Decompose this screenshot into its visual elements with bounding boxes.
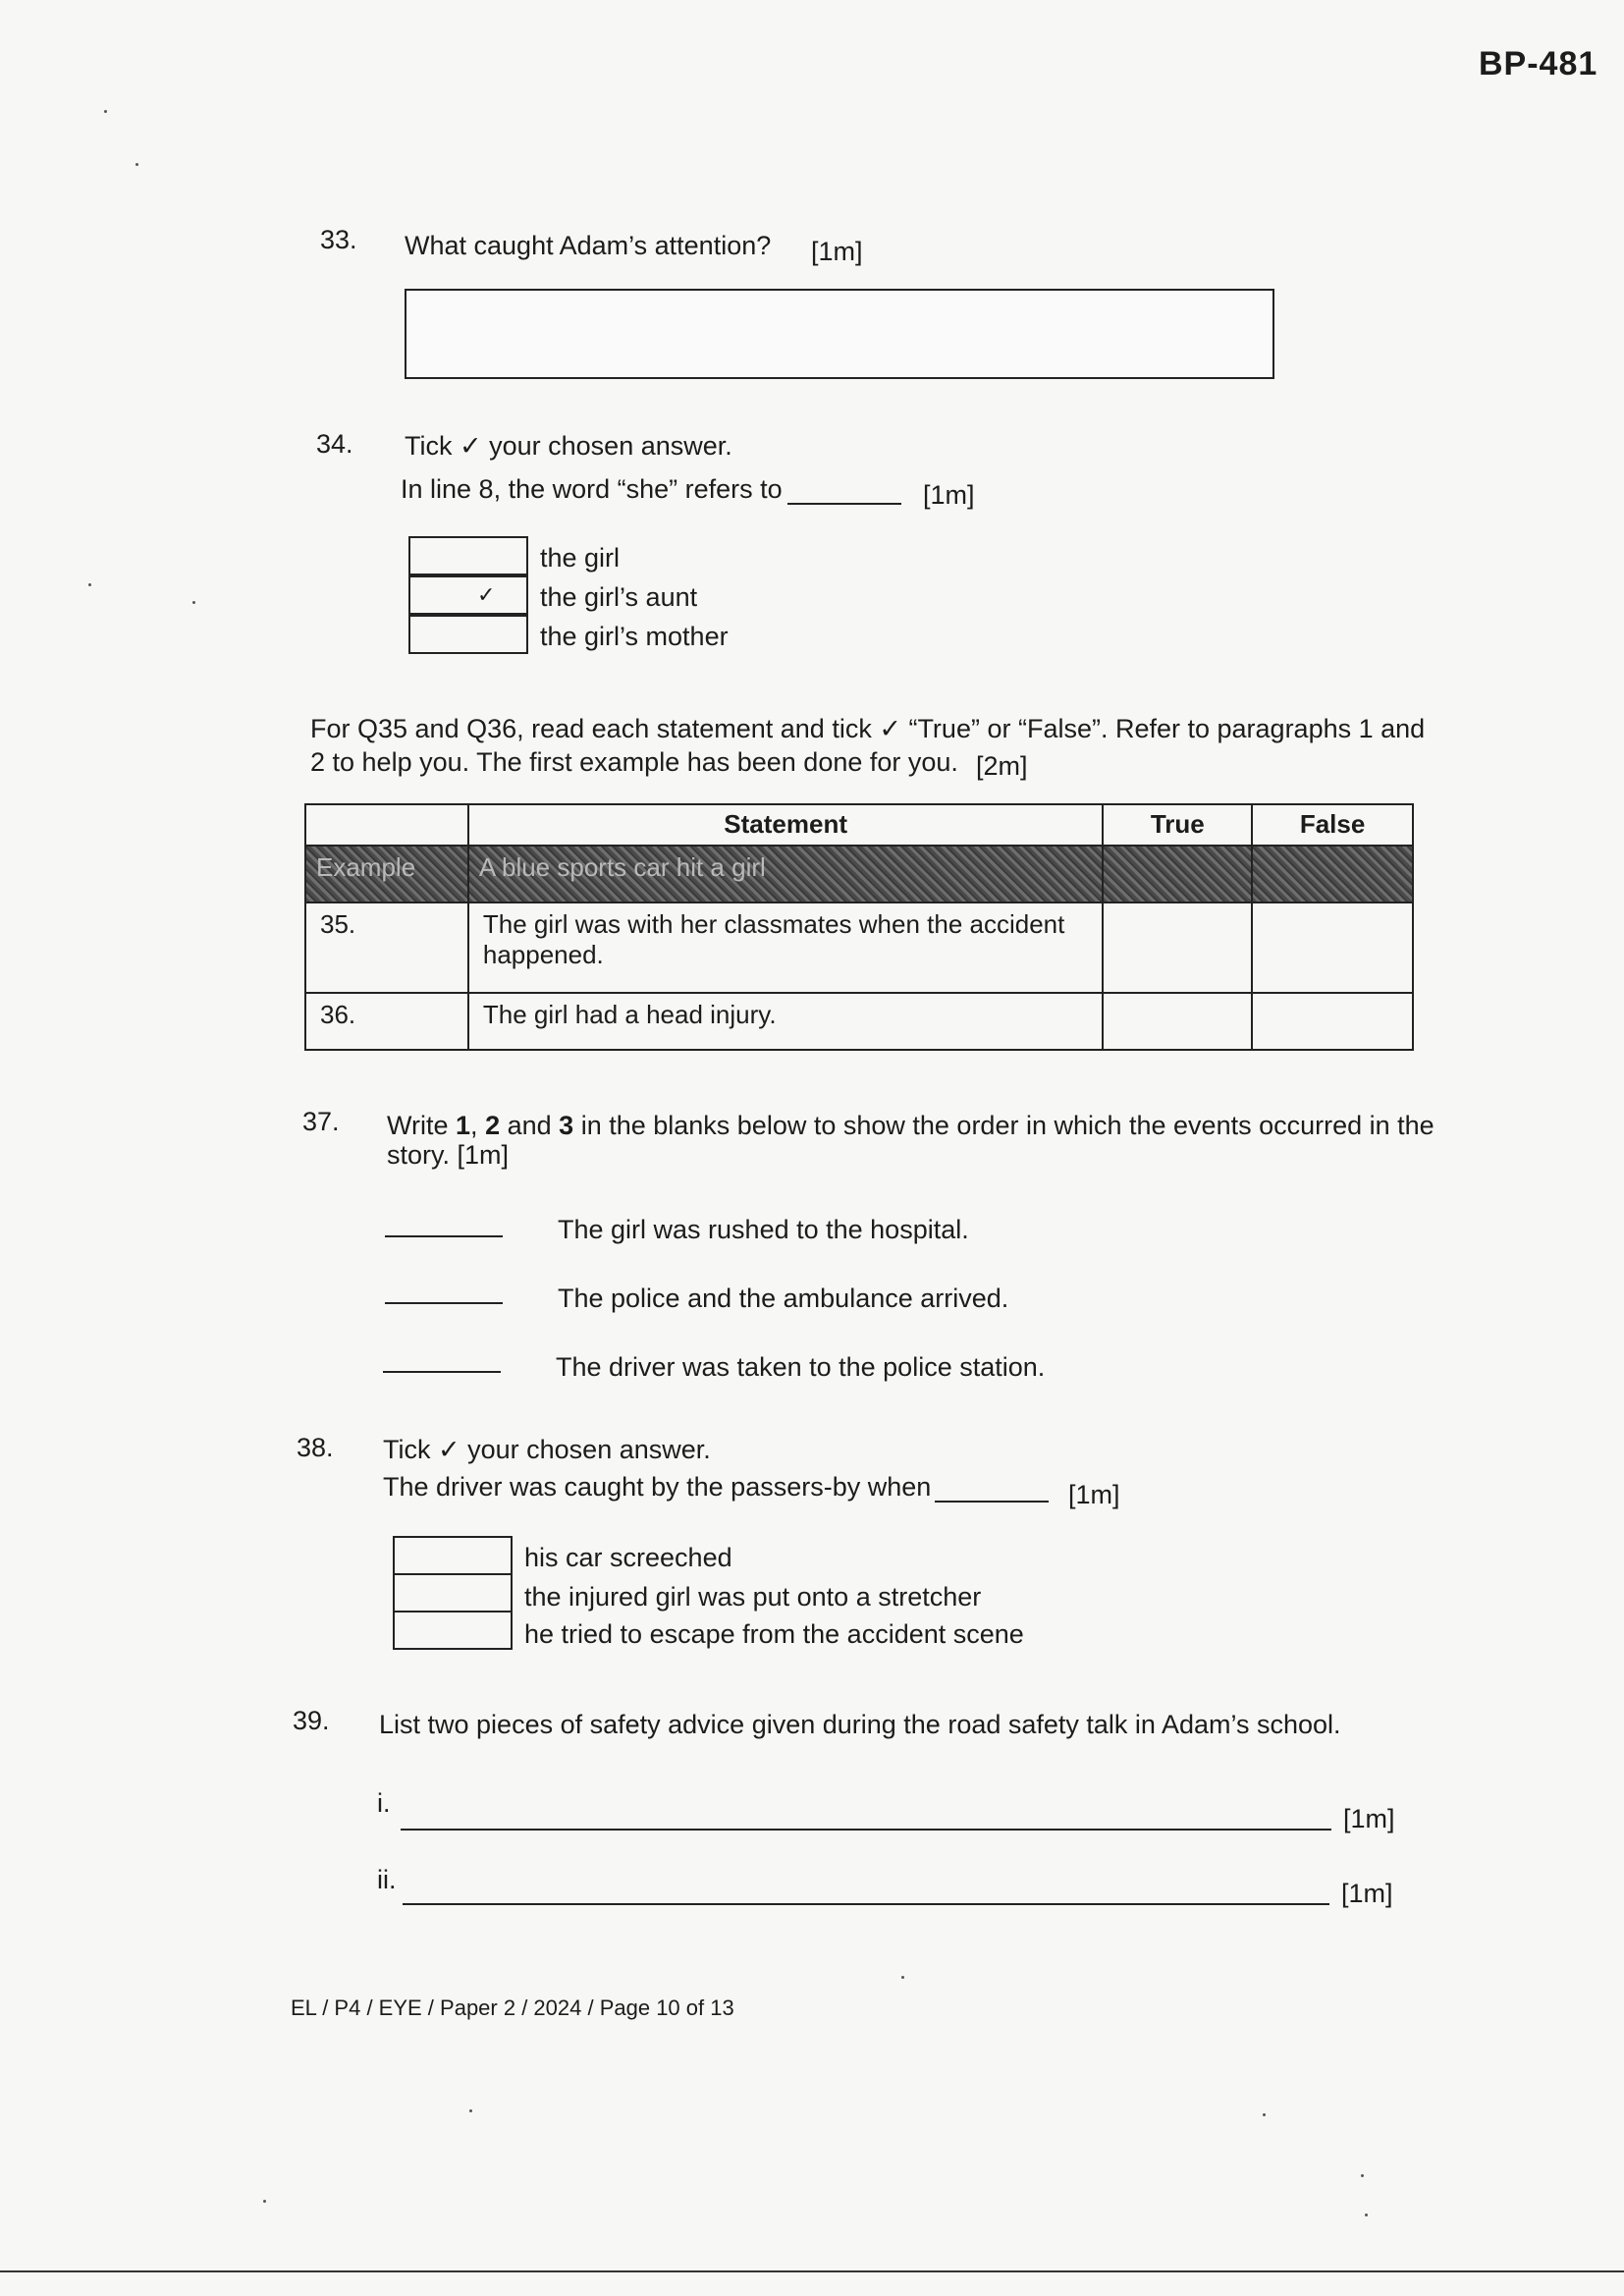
q34-option-2-box[interactable]	[408, 575, 528, 615]
q34-option-3-label: the girl’s mother	[540, 622, 729, 651]
q38-option-3-label: he tried to escape from the accident scene	[524, 1619, 1024, 1649]
scan-speck	[901, 1976, 904, 1979]
q39-item-1-label: i.	[377, 1788, 391, 1818]
q39-item-2-label: ii.	[377, 1865, 397, 1894]
page-footer: EL / P4 / EYE / Paper 2 / 2024 / Page 10 of 13	[291, 1995, 734, 2020]
tf-instruction-line1: For Q35 and Q36, read each statement and tick ✓ “True” or “False”. Refer to paragraphs 1 and	[310, 714, 1426, 743]
check-icon: ✓	[477, 582, 496, 607]
q33-answer-box[interactable]	[405, 289, 1274, 379]
example-row	[305, 846, 1413, 902]
header-true: True	[1103, 804, 1252, 846]
table-row	[305, 993, 1413, 1050]
q39-item-2-marks: [1m]	[1341, 1879, 1393, 1908]
scan-speck	[469, 2109, 472, 2112]
row-35-statement: The girl was with her classmates when the accident happened.	[468, 902, 1104, 993]
example-false-cell	[1252, 846, 1413, 902]
q37-blank-3[interactable]	[383, 1371, 501, 1373]
q38-option-1-box[interactable]	[393, 1536, 513, 1575]
q34-option-3-box[interactable]	[408, 615, 528, 654]
q38-option-1-label: his car screeched	[524, 1543, 732, 1572]
header-statement: Statement	[468, 804, 1104, 846]
q39-number: 39.	[293, 1706, 330, 1735]
q38-blank	[935, 1501, 1049, 1503]
scan-speck	[1361, 2174, 1364, 2177]
row-36-number: 36.	[305, 993, 468, 1050]
q34-marks: [1m]	[923, 480, 975, 510]
q34-prompt: In line 8, the word “she” refers to	[401, 474, 783, 504]
q37-event-3: The driver was taken to the police station.	[556, 1352, 1046, 1382]
header-blank	[305, 804, 468, 846]
scan-speck	[1365, 2214, 1368, 2216]
q39-answer-line-1[interactable]	[401, 1829, 1331, 1831]
q38-option-2-box[interactable]	[393, 1573, 513, 1613]
q37-event-2: The police and the ambulance arrived.	[558, 1284, 1009, 1313]
q34-number: 34.	[316, 429, 353, 459]
row-35-true-cell[interactable]	[1103, 902, 1252, 993]
q38-marks: [1m]	[1068, 1480, 1120, 1509]
q34-option-2-label: the girl’s aunt	[540, 582, 698, 612]
q37-number: 37.	[302, 1107, 340, 1136]
q37-blank-1[interactable]	[385, 1235, 503, 1237]
row-36-statement: The girl had a head injury.	[468, 993, 1104, 1050]
q33-number: 33.	[320, 225, 357, 254]
example-statement: A blue sports car hit a girl	[468, 846, 1104, 902]
row-36-false-cell[interactable]	[1252, 993, 1413, 1050]
table-header-row	[305, 804, 1413, 846]
q33-marks: [1m]	[811, 237, 863, 266]
example-label: Example	[305, 846, 468, 902]
scan-speck	[135, 163, 138, 166]
q34-option-1-label: the girl	[540, 543, 621, 573]
row-35-false-cell[interactable]	[1252, 902, 1413, 993]
scan-speck	[88, 583, 91, 586]
tf-marks: [2m]	[976, 751, 1028, 781]
page-code: BP-481	[1479, 45, 1598, 82]
row-36-true-cell[interactable]	[1103, 993, 1252, 1050]
true-false-table	[304, 803, 1414, 1051]
table-row	[305, 902, 1413, 993]
scan-speck	[1263, 2113, 1266, 2116]
q37-blank-2[interactable]	[385, 1302, 503, 1304]
scan-speck	[192, 601, 195, 604]
q38-option-3-box[interactable]	[393, 1611, 513, 1650]
header-false: False	[1252, 804, 1413, 846]
q34-blank	[787, 503, 901, 505]
q39-text: List two pieces of safety advice given during the road safety talk in Adam’s school.	[379, 1710, 1341, 1739]
example-true-cell	[1103, 846, 1252, 902]
tf-instruction-line2: 2 to help you. The first example has been done for you.	[310, 747, 958, 777]
q38-instruction: Tick ✓ your chosen answer.	[383, 1435, 711, 1464]
q39-answer-line-2[interactable]	[403, 1903, 1329, 1905]
scan-speck	[104, 110, 107, 113]
q37-line1: Write 1, 2 and 3 in the blanks below to show the order in which the events occurred in the	[387, 1111, 1435, 1140]
row-35-number: 35.	[305, 902, 468, 993]
q33-text: What caught Adam’s attention?	[405, 231, 772, 260]
q38-option-2-label: the injured girl was put onto a stretcher	[524, 1582, 982, 1612]
scan-speck	[263, 2200, 266, 2203]
q38-number: 38.	[297, 1433, 334, 1462]
q37-event-1: The girl was rushed to the hospital.	[558, 1215, 969, 1244]
q34-instruction: Tick ✓ your chosen answer.	[405, 431, 732, 461]
q39-item-1-marks: [1m]	[1343, 1804, 1395, 1833]
q34-option-1-box[interactable]	[408, 536, 528, 575]
q38-prompt: The driver was caught by the passers-by when	[383, 1472, 932, 1502]
page-bottom-edge	[0, 2270, 1624, 2272]
q37-line2: story. [1m]	[387, 1140, 510, 1170]
